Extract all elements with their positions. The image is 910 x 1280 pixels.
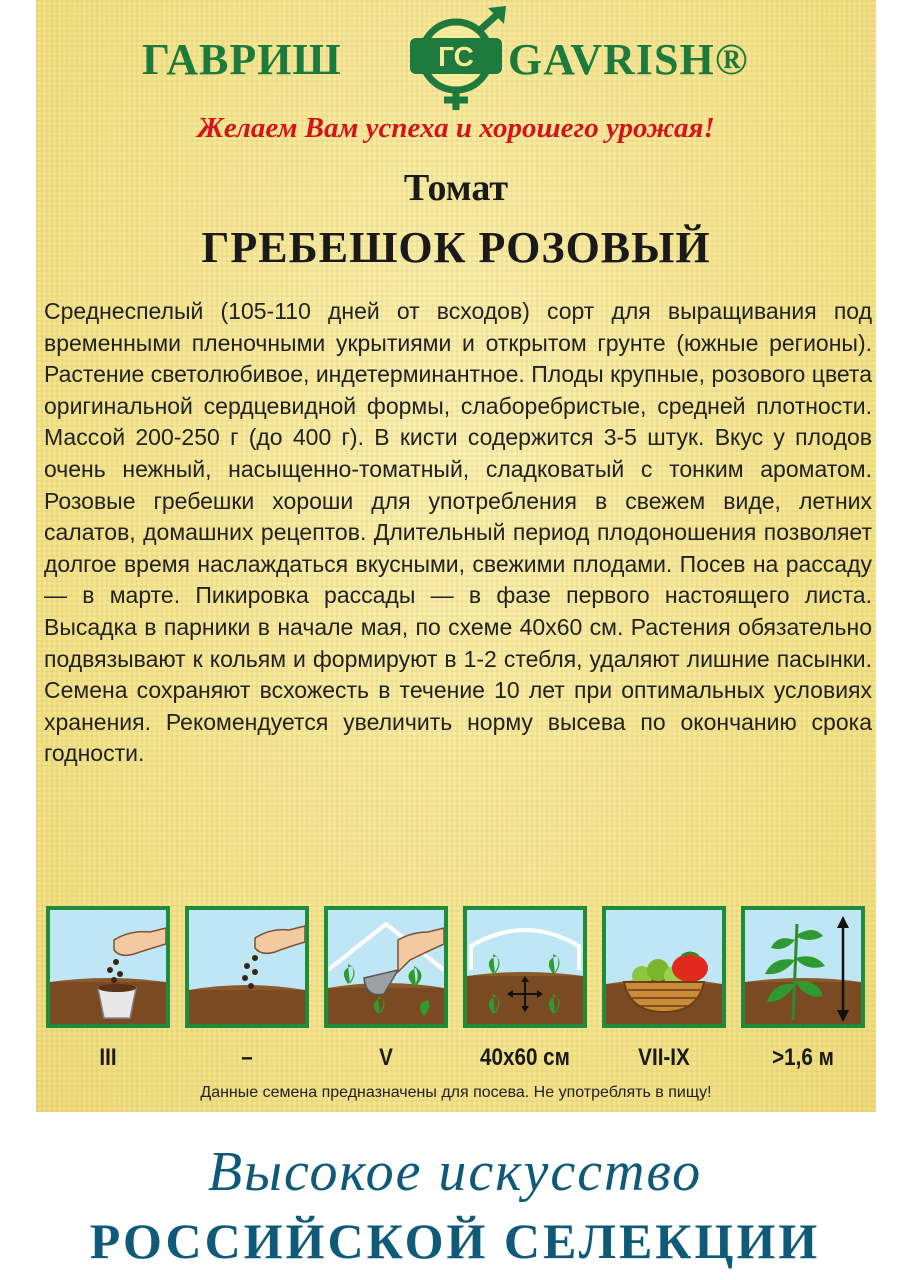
harvest-basket-icon xyxy=(602,906,726,1028)
seed-packet xyxy=(36,0,876,1112)
brand-name-ru: ГАВРИШ xyxy=(142,35,342,84)
crop-name: Томат xyxy=(403,167,509,209)
transplanting-icon xyxy=(324,906,448,1028)
icon-label-sowing: III xyxy=(99,1044,117,1071)
tagline-script: Высокое искусство xyxy=(207,1141,703,1203)
tagline-caps: РОССИЙСКОЙ СЕЛЕКЦИИ xyxy=(89,1213,821,1269)
greenhouse-spacing-icon xyxy=(463,906,587,1028)
gavrish-logo-icon xyxy=(396,6,516,114)
cultivation-icons xyxy=(46,906,866,1030)
cultivation-labels xyxy=(46,1044,866,1078)
icon-label-direct-sowing: – xyxy=(241,1044,253,1071)
icon-label-harvest: VII-IX xyxy=(638,1044,690,1071)
icon-label-spacing: 40х60 см xyxy=(480,1044,570,1071)
logo-letters: ГС xyxy=(438,41,474,72)
direct-sowing-icon xyxy=(185,906,309,1028)
plant-height-icon xyxy=(741,906,865,1028)
variety-name: ГРЕБЕШОК РОЗОВЫЙ xyxy=(201,223,711,272)
variety-description: Среднеспелый (105-110 дней от всходов) сорт для выращивания под временными пленочными укрытиями и открытом грунте (южные регионы). Растение светолюбивое, индетерминантное. Плоды крупные, розового цвета оригинальной сердцевидной формы, слаборебристые, средней плотности. Массой 200-250 г (до 400 г). В кисти содержится 3-5 штук. Вкус у плодов очень нежный, насыщенно-томатный, сладковатый с тонким ароматом. Розовые гребешки хороши для употребления в свежем виде, летних салатов, домашних рецептов. Длительный период плодоношения позволяет долгое время наслаждаться вкусными, свежими плодами. Посев на рассаду — в марте. Пикировка рассады — в фазе первого настоящего листа. Высадка в парники в начале мая, по схеме 40х60 см. Растения обязательно подвязывают к кольям и формируют в 1-2 стебля, удаляют лишние пасынки. Семена сохраняют всхожесть в течение 10 лет при оптимальных условиях хранения. Рекомендуется увеличить норму высева по окончанию срока годности. xyxy=(44,298,872,767)
icon-label-transplanting: V xyxy=(379,1044,393,1071)
disclaimer: Данные семена предназначены для посева. Не употреблять в пищу! xyxy=(200,1084,712,1101)
sowing-seedlings-icon xyxy=(46,906,170,1028)
icon-label-height: >1,6 м xyxy=(772,1044,834,1071)
brand-name-en: GAVRISH® xyxy=(508,35,749,84)
slogan: Желаем Вам успеха и хорошего урожая! xyxy=(197,112,715,144)
brand-header xyxy=(36,6,876,114)
